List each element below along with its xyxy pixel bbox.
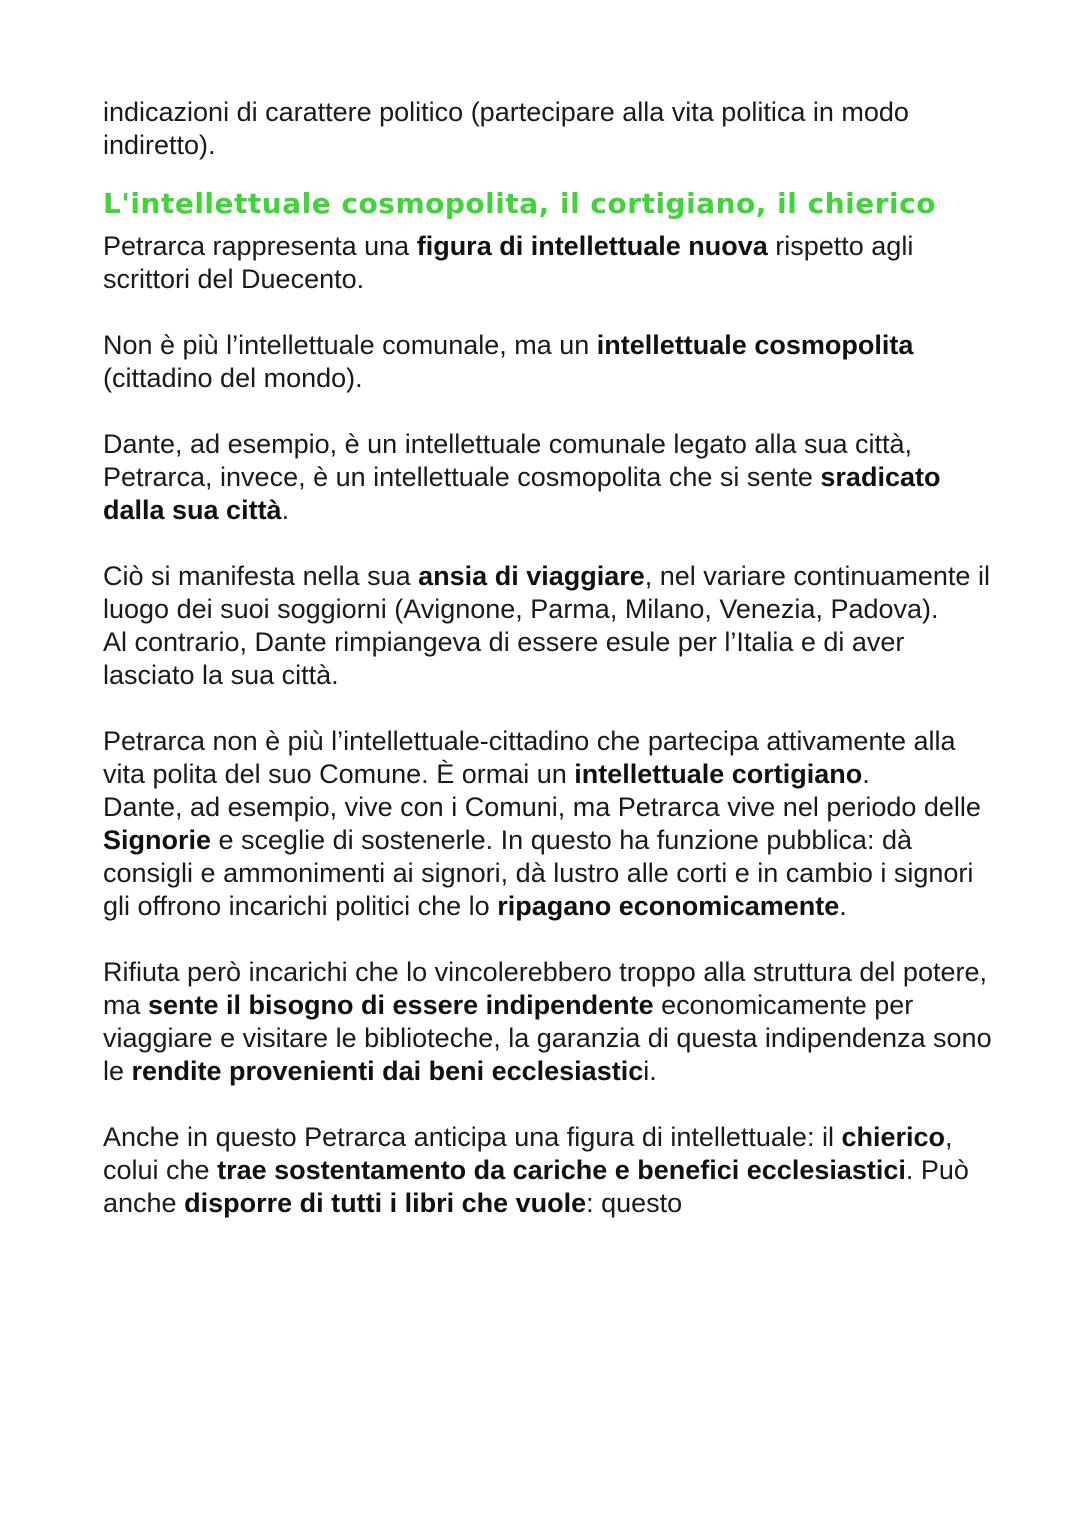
bold-text: rendite provenienti dai beni ecclesiastic (131, 1056, 644, 1086)
bold-text: disporre di tutti i libri che vuole (184, 1188, 587, 1218)
text-run: , colui che (103, 1122, 953, 1185)
bold-text: intellettuale cosmopolita (596, 330, 914, 360)
section-heading: L'intellettuale cosmopolita, il cortigiano, il chierico (103, 187, 936, 220)
bold-text: chierico (841, 1122, 945, 1152)
paragraph-independence (103, 956, 1003, 1088)
text-run: Dante, ad esempio, è un intellettuale comunale legato alla sua città, Petrarca, invece, è un intellettuale cosmopolita che si sente (103, 429, 913, 492)
text-run: . (862, 759, 870, 789)
paragraph-uprooted (103, 428, 1003, 527)
paragraph-dante-exile (103, 626, 1003, 692)
paragraph-travel (103, 560, 1003, 626)
paragraph-cosmopolitan (103, 329, 1003, 395)
text-run: Ciò si manifesta nella sua (103, 561, 419, 591)
text-run: i. (643, 1056, 657, 1086)
bold-text: sradicato dalla sua città (103, 462, 941, 525)
text-run: : questo (586, 1188, 683, 1218)
text-run: , nel variare continuamente il luogo dei suoi soggiorni (Avignone, Parma, Milano, Venezia, Padova). (103, 561, 990, 624)
text-run: Petrarca rappresenta una (103, 231, 417, 261)
bold-text: figura di intellettuale nuova (416, 231, 768, 261)
bold-text: trae sostentamento da cariche e benefici ecclesiastici (217, 1155, 906, 1185)
paragraph-cleric (103, 1121, 1003, 1220)
paragraph-intro (103, 96, 1003, 162)
bold-text: ripagano economicamente (497, 891, 840, 921)
text-run: indicazioni di carattere politico (partecipare alla vita politica in modo indiretto). (103, 97, 909, 160)
paragraph-courtier (103, 725, 1003, 791)
paragraph-signorie (103, 791, 1003, 923)
text-run: economicamente per viaggiare e visitare le biblioteche, la garanzia di questa indipendenza sono le (103, 990, 992, 1086)
text-run: (cittadino del mondo). (103, 363, 363, 393)
paragraph-new-figure (103, 230, 1003, 296)
text-run: rispetto agli scrittori del Duecento. (103, 231, 914, 294)
text-run: . Può anche (103, 1155, 969, 1218)
bold-text: ansia di viaggiare (418, 561, 645, 591)
text-run: Non è più l’intellettuale comunale, ma un (103, 330, 597, 360)
text-run: Rifiuta però incarichi che lo vincolerebbero troppo alla struttura del potere, ma (103, 957, 987, 1020)
bold-text: Signorie (103, 825, 212, 855)
document-page (103, 96, 1003, 1253)
text-run: Dante, ad esempio, vive con i Comuni, ma Petrarca vive nel periodo delle (103, 792, 981, 822)
text-run: Petrarca non è più l’intellettuale-cittadino che partecipa attivamente alla vita polita del suo Comune. È ormai un (103, 726, 956, 789)
text-run: e sceglie di sostenerle. In questo ha funzione pubblica: dà consigli e ammonimenti ai signori, dà lustro alle corti e in cambio i signori gli offrono incarichi politici che lo (103, 825, 974, 921)
text-run: Anche in questo Petrarca anticipa una figura di intellettuale: il (103, 1122, 842, 1152)
bold-text: intellettuale cortigiano (574, 759, 863, 789)
text-run: Al contrario, Dante rimpiangeva di essere esule per l’Italia e di aver lasciato la sua città. (103, 627, 905, 690)
text-run: . (839, 891, 847, 921)
text-run: . (281, 495, 290, 525)
bold-text: sente il bisogno di essere indipendente (148, 990, 654, 1020)
